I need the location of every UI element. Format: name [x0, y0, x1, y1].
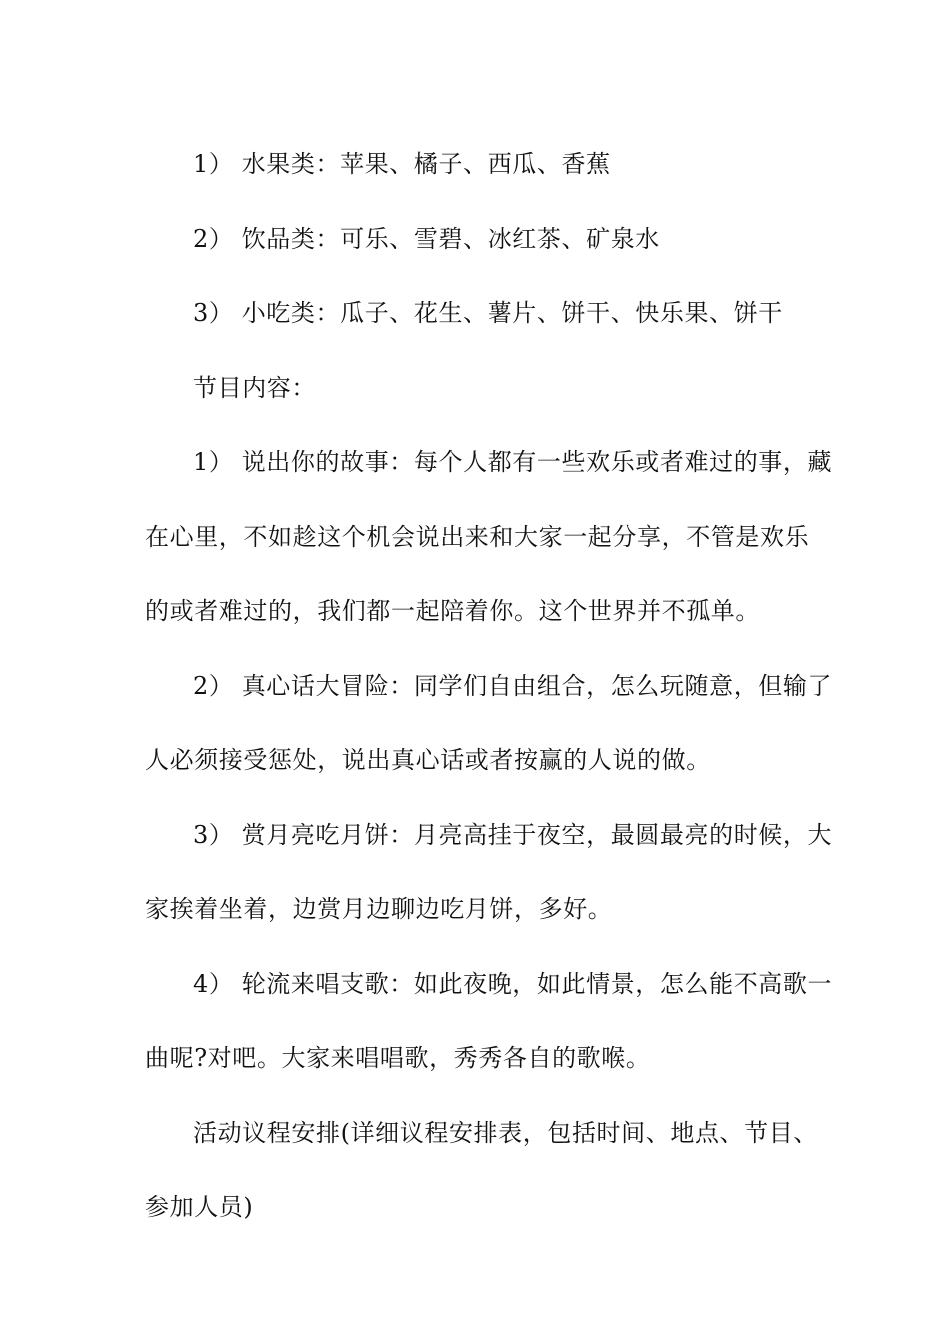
text-line-moon-1: 3） 赏月亮吃月饼：月亮高挂于夜空，最圆最亮的时候，大 — [193, 820, 833, 849]
text-line-truth-dare-2: 人必须接受惩处，说出真心话或者按赢的人说的做。 — [145, 746, 711, 774]
text-line-agenda-1: 活动议程安排(详细议程安排表，包括时间、地点、节目、 — [193, 1118, 818, 1147]
text-line-sing-2: 曲呢?对吧。大家来唱唱歌，秀秀各自的歌喉。 — [145, 1044, 651, 1072]
text-line-story-3: 的或者难过的，我们都一起陪着你。这个世界并不孤单。 — [145, 597, 760, 625]
text-line-food-drinks: 2） 饮品类：可乐、雪碧、冰红茶、矿泉水 — [193, 224, 660, 253]
text-line-moon-2: 家挨着坐着，边赏月边聊边吃月饼，多好。 — [145, 895, 613, 923]
section-heading-program: 节目内容： — [193, 373, 316, 402]
text-line-sing-1: 4） 轮流来唱支歌：如此夜晚，如此情景，怎么能不高歌一 — [193, 969, 833, 998]
text-line-agenda-2: 参加人员) — [145, 1193, 254, 1221]
text-line-food-fruit: 1） 水果类：苹果、橘子、西瓜、香蕉 — [193, 150, 611, 178]
text-line-truth-dare-1: 2） 真心话大冒险：同学们自由组合，怎么玩随意，但输了 — [193, 671, 833, 700]
text-line-story-2: 在心里，不如趁这个机会说出来和大家一起分享，不管是欢乐 — [145, 522, 810, 551]
text-line-story-1: 1） 说出你的故事：每个人都有一些欢乐或者难过的事，藏 — [193, 448, 833, 476]
text-line-food-snacks: 3） 小吃类：瓜子、花生、薯片、饼干、快乐果、饼干 — [193, 299, 783, 327]
document-body — [145, 127, 833, 1245]
